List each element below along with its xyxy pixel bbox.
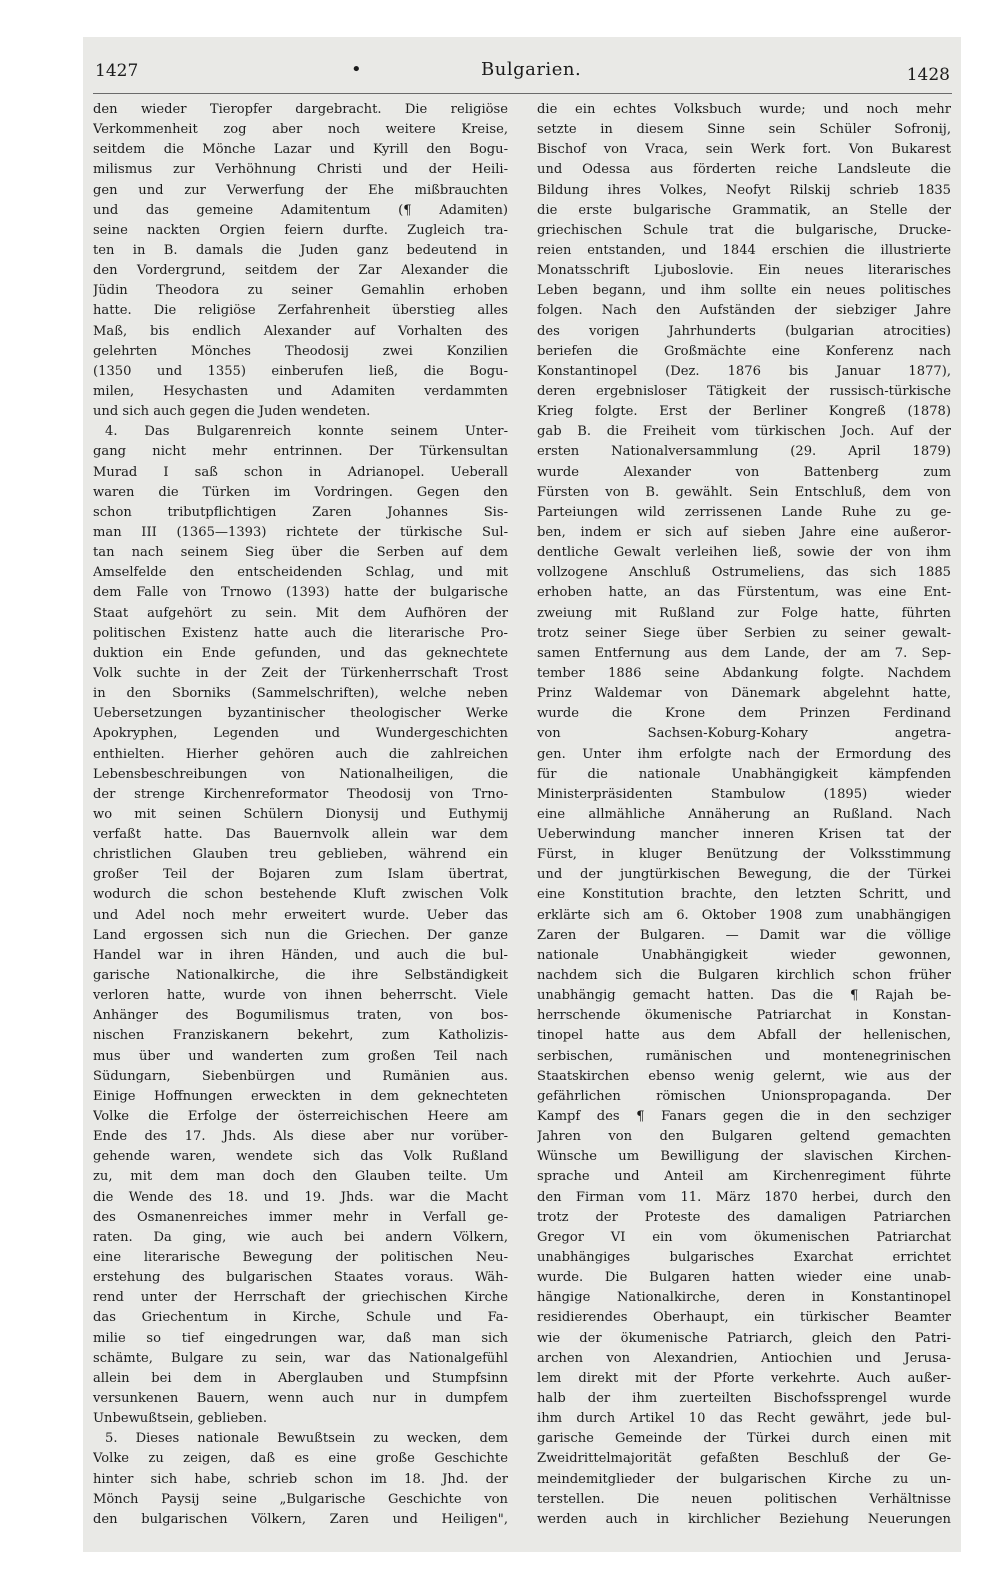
text-line: Fürst, in kluger Benützung der Volksstimmung	[537, 847, 951, 863]
text-line: herrschende ökumenische Patriarchat in Konstan-	[537, 1008, 951, 1024]
text-line: man III (1365—1393) richtete der türkische Sul-	[93, 524, 508, 540]
text-line: Konstantinopel (Dez. 1876 bis Januar 1877),	[537, 363, 951, 379]
text-line: gen und zur Verwerfung der Ehe mißbrauchten	[93, 182, 508, 198]
text-line: seine nackten Orgien feiern durfte. Zugleich tra-	[93, 222, 508, 238]
text-line: die ein echtes Volksbuch wurde; und noch mehr	[537, 102, 951, 117]
text-line: Ministerpräsidenten Stambulow (1895) wieder	[537, 786, 951, 802]
text-line: Uebersetzungen byzantinischer theologischer Werke	[93, 706, 508, 722]
text-line: reien entstanden, und 1844 erschien die illustrierte	[537, 242, 951, 258]
text-line: beriefen die Großmächte eine Konferenz nach	[537, 343, 951, 359]
text-line: versunkenen Bauern, wenn auch nur in dumpfem	[93, 1391, 508, 1406]
text-line: schämte, Bulgare zu sein, war das Nationalgefühl	[93, 1350, 508, 1366]
text-line: folgen. Nach den Aufständen der siebziger Jahre	[537, 303, 951, 319]
text-line: Fürsten von B. gewählt. Sein Entschluß, dem von	[537, 484, 951, 500]
text-line: 4. Das Bulgarenreich konnte seinem Unter-	[105, 424, 508, 440]
text-line: vollzogene Anschluß Ostrumeliens, das sich 1885	[537, 565, 951, 581]
text-line: Jüdin Theodora zu seiner Gemahlin erhoben	[93, 283, 508, 299]
text-line: meindemitglieder der bulgarischen Kirche zu un-	[537, 1471, 951, 1487]
text-line: enthielten. Hierher gehören auch die zahlreichen	[93, 746, 508, 762]
text-line: 5. Dieses nationale Bewußtsein zu wecken, dem	[105, 1431, 508, 1447]
text-line: den Firman vom 11. März 1870 herbei, durch den	[537, 1189, 951, 1205]
text-line: Einige Hoffnungen erweckten in dem geknechteten	[93, 1088, 508, 1104]
text-line: wurde Alexander von Battenberg zum	[537, 464, 951, 480]
text-line: Staatskirchen ebenso wenig gelernt, wie aus der	[537, 1068, 951, 1084]
text-line: ten in B. damals die Juden ganz bedeutend in	[93, 242, 508, 258]
text-line: nachdem sich die Bulgaren kirchlich schon früher	[537, 968, 951, 984]
text-line: unabhängiges bulgarisches Exarchat errichtet	[537, 1250, 951, 1266]
text-line: archen von Alexandrien, Antiochien und Jerusa-	[537, 1350, 951, 1366]
text-line: des Osmanenreiches immer mehr in Verfall ge-	[93, 1209, 508, 1225]
text-line: Zaren der Bulgaren. — Damit war die völlige	[537, 927, 951, 943]
text-line: und der jungtürkischen Bewegung, die der Türkei	[537, 867, 951, 883]
text-line: Mönch Paysij seine „Bulgarische Geschichte von	[93, 1491, 508, 1507]
text-line: großer Teil der Bojaren zum Islam übertrat,	[93, 867, 508, 883]
text-line: gang nicht mehr entrinnen. Der Türkensultan	[93, 444, 508, 460]
text-line: wo mit seinen Schülern Dionysij und Euthymij	[93, 806, 508, 822]
text-line: zweiung mit Rußland zur Folge hatte, führten	[537, 605, 951, 621]
text-line: eine Konstitution brachte, den letzten Schritt, und	[537, 887, 951, 903]
text-line: ben, indem er sich auf sieben Jahre eine außeror-	[537, 524, 951, 540]
text-line: wodurch die schon bestehende Kluft zwischen Volk	[93, 887, 508, 903]
text-line: Monatsschrift Ljuboslovie. Ein neues literarisches	[537, 263, 951, 279]
text-line: den bulgarischen Völkern, Zaren und Heiligen",	[93, 1511, 508, 1527]
text-line: Murad I saß schon in Adrianopel. Ueberall	[93, 464, 508, 480]
text-line: tember 1886 seine Abdankung folgte. Nachdem	[537, 665, 951, 681]
text-line: von Sachsen-Koburg-Kohary angetra-	[537, 726, 951, 742]
text-line: Südungarn, Siebenbürgen und Rumänien aus.	[93, 1068, 508, 1084]
text-line: verloren hatte, wurde von ihnen beherrscht. Viele	[93, 988, 508, 1004]
text-line: Handel war in ihren Händen, und auch die bul-	[93, 947, 508, 963]
text-line: rend unter der Herrschaft der griechischen Kirche	[93, 1290, 508, 1306]
right-text-column	[537, 100, 951, 1530]
text-line: erklärte sich am 6. Oktober 1908 zum unabhängigen	[537, 907, 951, 923]
text-line: tan nach seinem Sieg über die Serben auf dem	[93, 545, 508, 561]
text-line: Maß, bis endlich Alexander auf Vorhalten des	[93, 323, 508, 339]
text-line: waren die Türken im Vordringen. Gegen den	[93, 484, 508, 500]
text-line: Bischof von Vraca, sein Werk fort. Von Bukarest	[537, 142, 951, 158]
text-line: den wieder Tieropfer dargebracht. Die religiöse	[93, 102, 508, 117]
text-line: deren ergebnisloser Tätigkeit der russisch-türkische	[537, 383, 951, 399]
text-line: terstellen. Die neuen politischen Verhältnisse	[537, 1491, 951, 1507]
text-line: und das gemeine Adamitentum (¶ Adamiten)	[93, 202, 508, 218]
text-line: erhoben hatte, an das Fürstentum, was eine Ent-	[537, 585, 951, 601]
text-line: trotz seiner Siege über Serbien zu seiner gewalt-	[537, 625, 951, 641]
header-separator: •	[351, 59, 362, 80]
text-line: gen. Unter ihm erfolgte nach der Ermordung des	[537, 746, 951, 762]
text-line: und Adel noch mehr erweitert wurde. Ueber das	[93, 907, 508, 923]
text-line: zu, mit dem man doch den Glauben teilte. Um	[93, 1169, 508, 1185]
text-line: dem Falle von Trnowo (1393) hatte der bulgarische	[93, 585, 508, 601]
text-line: Lebensbeschreibungen von Nationalheiligen, die	[93, 766, 508, 782]
text-line: milismus zur Verhöhnung Christi und der Heili-	[93, 162, 508, 178]
text-line: ihm durch Artikel 10 das Recht gewährt, jede bul-	[537, 1411, 951, 1427]
text-line: Parteiungen wild zerrissenen Lande Ruhe zu ge-	[537, 504, 951, 520]
text-line: Volke die Erfolge der österreichischen Heere am	[93, 1109, 508, 1125]
text-line: Prinz Waldemar von Dänemark abgelehnt hatte,	[537, 686, 951, 702]
text-line: schon tributpflichtigen Zaren Johannes Sis-	[93, 504, 508, 520]
text-line: Ende des 17. Jhds. Als diese aber nur vorüber-	[93, 1129, 508, 1145]
text-line: Amselfelde den entscheidenden Schlag, und mit	[93, 565, 508, 581]
text-line: wie der ökumenische Patriarch, gleich den Patri-	[537, 1330, 951, 1346]
text-line: Land ergossen sich nun die Griechen. Der ganze	[93, 927, 508, 943]
page-number-left: 1427	[95, 61, 139, 81]
text-line: des vorigen Jahrhunderts (bulgarian atrocities)	[537, 323, 951, 339]
text-line: (1350 und 1355) einberufen ließ, die Bogu-	[93, 363, 508, 379]
text-line: der strenge Kirchenreformator Theodosij von Trno-	[93, 786, 508, 802]
text-line: werden auch in kirchlicher Beziehung Neuerungen	[537, 1511, 951, 1527]
text-line: ersten Nationalversammlung (29. April 1879)	[537, 444, 951, 460]
text-line: raten. Da ging, wie auch bei andern Völkern,	[93, 1229, 508, 1245]
text-line: gehende waren, wendete sich das Volk Rußland	[93, 1149, 508, 1165]
text-line: Verkommenheit zog aber noch weitere Kreise,	[93, 122, 508, 138]
text-line: gab B. die Freiheit vom türkischen Joch. Auf der	[537, 424, 951, 440]
text-line: dentliche Gewalt verleihen ließ, sowie der von ihm	[537, 545, 951, 561]
text-line: garische Gemeinde der Türkei durch einen mit	[537, 1431, 951, 1447]
text-line: Bildung ihres Volkes, Neofyt Rilskij schrieb 1835	[537, 182, 951, 198]
text-line: Leben begann, und ihm sollte ein neues politisches	[537, 283, 951, 299]
text-line: tinopel hatte aus dem Abfall der hellenischen,	[537, 1028, 951, 1044]
text-line: Volke zu zeigen, daß es eine große Geschichte	[93, 1451, 508, 1467]
text-line: christlichen Glauben treu geblieben, während ein	[93, 847, 508, 863]
text-line: politischen Existenz hatte auch die literarische Pro-	[93, 625, 508, 641]
page-header	[95, 57, 950, 87]
text-line: setzte in diesem Sinne sein Schüler Sofronij,	[537, 122, 951, 138]
text-line: und sich auch gegen die Juden wendeten.	[93, 404, 371, 420]
text-line: samen Entfernung aus dem Lande, der am 7. Sep-	[537, 645, 951, 661]
text-line: Anhänger des Bogumilismus traten, von bos-	[93, 1008, 508, 1024]
text-line: mus über und wanderten zum großen Teil nach	[93, 1048, 508, 1064]
text-line: seitdem die Mönche Lazar und Kyrill den Bogu-	[93, 142, 508, 158]
text-line: hängige Nationalkirche, deren in Konstantinopel	[537, 1290, 951, 1306]
text-line: nischen Franziskanern bekehrt, zum Katholizis-	[93, 1028, 508, 1044]
text-line: verfaßt hatte. Das Bauernvolk allein war dem	[93, 827, 508, 843]
left-text-column	[93, 100, 508, 1530]
text-line: wurde. Die Bulgaren hatten wieder eine unab-	[537, 1270, 951, 1286]
text-line: erstehung des bulgarischen Staates voraus. Wäh-	[93, 1270, 508, 1286]
text-line: Gregor VI ein vom ökumenischen Patriarchat	[537, 1229, 951, 1245]
text-line: residierendes Oberhaupt, ein türkischer Beamter	[537, 1310, 951, 1326]
text-line: für die nationale Unabhängigkeit kämpfenden	[537, 766, 951, 782]
text-line: unabhängig gemacht hatten. Das die ¶ Rajah be-	[537, 988, 951, 1004]
text-line: milie so tief eingedrungen war, daß man sich	[93, 1330, 508, 1346]
text-line: hatte. Die religiöse Zerfahrenheit überstieg alles	[93, 303, 508, 319]
text-line: Kampf des ¶ Fanars gegen die in den sechziger	[537, 1109, 951, 1125]
header-rule	[93, 93, 952, 94]
text-line: eine allmähliche Annäherung an Rußland. Nach	[537, 806, 951, 822]
text-line: trotz der Proteste des damaligen Patriarchen	[537, 1209, 951, 1225]
text-line: in den Sborniks (Sammelschriften), welche neben	[93, 686, 508, 702]
text-line: das Griechentum in Kirche, Schule und Fa-	[93, 1310, 508, 1326]
text-line: Staat aufgehört zu sein. Mit dem Aufhören der	[93, 605, 508, 621]
text-line: griechischen Schule trat die bulgarische, Drucke-	[537, 222, 951, 238]
text-line: duktion ein Ende gefunden, und das geknechtete	[93, 645, 508, 661]
text-line: Ueberwindung mancher inneren Krisen tat der	[537, 827, 951, 843]
text-line: die erste bulgarische Grammatik, an Stelle der	[537, 202, 951, 218]
text-line: garische Nationalkirche, die ihre Selbständigkeit	[93, 968, 508, 984]
text-line: Wünsche um Bewilligung der slavischen Kirchen-	[537, 1149, 951, 1165]
text-line: die Wende des 18. und 19. Jhds. war die Macht	[93, 1189, 508, 1205]
running-title: Bulgarien.	[481, 59, 582, 80]
text-line: eine literarische Bewegung der politischen Neu-	[93, 1250, 508, 1266]
text-line: nationale Unabhängigkeit wieder gewonnen,	[537, 947, 951, 963]
text-line: lem direkt mit der Pforte verkehrte. Auch außer-	[537, 1370, 951, 1386]
page-number-right: 1428	[906, 65, 950, 85]
text-line: gelehrten Mönches Theodosij zwei Konzilien	[93, 343, 508, 359]
text-line: und Odessa aus förderten reiche Landsleute die	[537, 162, 951, 178]
text-line: den Vordergrund, seitdem der Zar Alexander die	[93, 263, 508, 279]
text-line: serbischen, rumänischen und montenegrinischen	[537, 1048, 951, 1064]
text-line: Unbewußtsein, geblieben.	[93, 1411, 268, 1427]
text-line: Apokryphen, Legenden und Wundergeschichten	[93, 726, 508, 742]
text-line: Krieg folgte. Erst der Berliner Kongreß (1878)	[537, 404, 951, 420]
text-line: Volk suchte in der Zeit der Türkenherrschaft Trost	[93, 665, 508, 681]
text-line: wurde die Krone dem Prinzen Ferdinand	[537, 706, 951, 722]
text-line: gefährlichen römischen Unionspropaganda. Der	[537, 1088, 951, 1104]
text-line: Jahren von den Bulgaren geltend gemachten	[537, 1129, 951, 1145]
text-line: Zweidrittelmajorität gefaßten Beschluß der Ge-	[537, 1451, 951, 1467]
text-line: halb der ihm zuerteilten Bischofssprengel wurde	[537, 1391, 951, 1406]
text-line: hinter sich habe, schrieb schon im 18. Jhd. der	[93, 1471, 508, 1487]
text-line: sprache und Anteil am Kirchenregiment führte	[537, 1169, 951, 1185]
text-line: milen, Hesychasten und Adamiten verdammten	[93, 383, 508, 399]
text-line: allein bei dem in Aberglauben und Stumpfsinn	[93, 1370, 508, 1386]
